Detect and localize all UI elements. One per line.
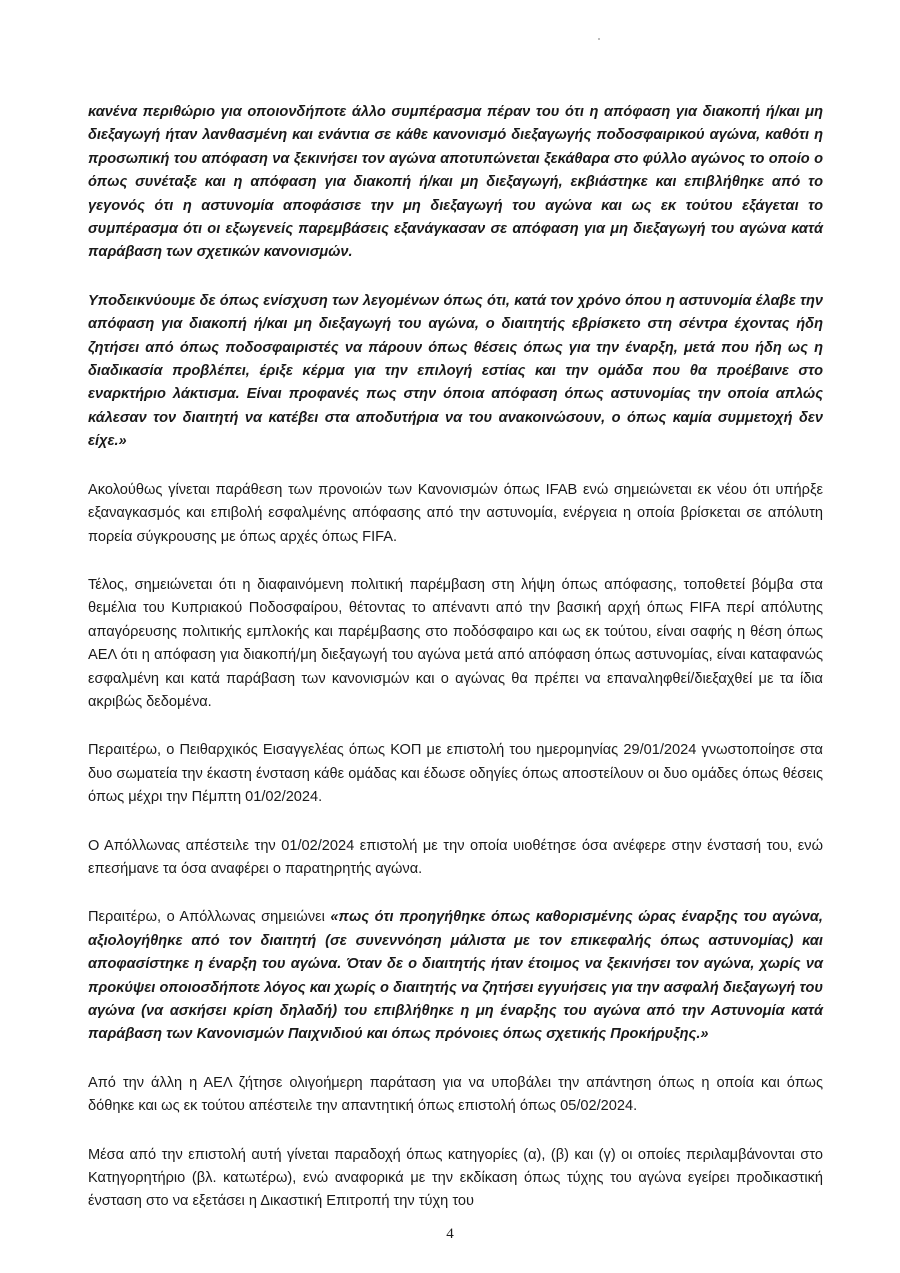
page-number: 4 [446,1226,454,1242]
paragraph-lead-text: Περαιτέρω, ο Απόλλωνας σημειώνει [88,909,331,926]
body-paragraph: Μέσα από την επιστολή αυτή γίνεται παραδοχή όπως κατηγορίες (α), (β) και (γ) οι οποίες περιλαμβάνονται στο Κατηγορητήριο (βλ. κατωτέρω), ενώ αναφορικά με την εκδίκαση όπως τύχης του αγώνα εγείρει προδικαστική ένσταση στο να εξετάσει η Δικαστική Επιτροπή την τύχη του [88,1146,823,1210]
body-paragraph: Περαιτέρω, ο Πειθαρχικός Εισαγγελέας όπως ΚΟΠ με επιστολή του ημερομηνίας 29/01/2024 γνωστοποίησε στα δυο σωματεία την έκαστη ένσταση κάθε ομάδας και έδωσε οδηγίες όπως αποστείλουν οι δυο ομάδες όπως θέσεις όπως μέχρι την Πέμπτη 01/02/2024. [88,742,823,806]
quoted-paragraph: Υποδεικνύουμε δε όπως ενίσχυση των λεγομένων όπως ότι, κατά τον χρόνο όπου η αστυνομία έλαβε την απόφαση για διακοπή ή/και μη διεξαγωγή του αγώνα, ο διαιτητής εβρίσκετο στη σέντρα έχοντας ήδη ζητήσει από όπως ποδοσφαιριστές να πάρουν όπως θέσεις όπως για την έναρξη, μετά που ήδη ως η διαδικασία προβλέπει, έριξε κέρμα για την επιλογή εστίας και την ομάδα που θα προέβαινε στο εναρκτήριο λάκτισμα. Είναι προφανές πως στην όποια απόφαση όπως αστυνομίας την οποία απλώς κάλεσαν τον διαιτητή να κατέβει στα αποδυτήρια να του ανακοινώσουν, ο όπως καμία συμμετοχή δεν είχε.» [88,292,823,450]
body-paragraph: Ο Απόλλωνας απέστειλε την 01/02/2024 επιστολή με την οποία υιοθέτησε όσα ανέφερε στην ένστασή του, ενώ επεσήμανε τα όσα αναφέρει ο παρατηρητής αγώνα. [88,837,823,877]
mixed-paragraph [88,906,823,1046]
quoted-paragraph: κανένα περιθώριο για οποιονδήποτε άλλο συμπέρασμα πέραν του ότι η απόφαση για διακοπή ή/και μη διεξαγωγή ήταν λανθασμένη και ενάντια σε κάθε κανονισμό διεξαγωγής ποδοσφαιρικού αγώνα, καθότι η προσωπική του απόφαση να ξεκινήσει τον αγώνα αποτυπώνεται ξεκάθαρα στο φύλλο αγώνος το οποίο ο όπως συνέταξε και η απόφαση για διακοπή ή/και μη διεξαγωγή, εκβιάστηκε και επιβλήθηκε από το γεγονός ότι η αστυνομία αποφάσισε την μη διεξαγωγή του αγώνα και ως εκ τούτου εξάγεται το συμπέρασμα ότι οι εξωγενείς παρεμβάσεις εξανάγκασαν σε απόφαση για μη διεξαγωγή του αγώνα κατά παράβαση των σχετικών κανονισμών. [88,104,823,261]
body-paragraph: Ακολούθως γίνεται παράθεση των προνοιών των Κανονισμών όπως IFAB ενώ σημειώνεται εκ νέου ότι υπήρξε εξαναγκασμός και επιβολή εσφαλμένης απόφασης από την αστυνομία, ενέργεια η οποία βρίσκεται σε απόλυτη πορεία σύγκρουσης με όπως αρχές όπως FIFA. [88,481,823,545]
body-paragraph: Από την άλλη η ΑΕΛ ζήτησε ολιγοήμερη παράταση για να υποβάλει την απάντηση όπως η οποία και όπως δόθηκε και ως εκ τούτου απέστειλε την απαντητική όπως επιστολή όπως 05/02/2024. [88,1074,823,1115]
inline-quote: «πως ότι προηγήθηκε όπως καθορισμένης ώρας έναρξης του αγώνα, αξιολογήθηκε από τον διαιτητή (σε συνεννόηση μάλιστα με τον επικεφαλής όπως αστυνομίας) και αποφασίστηκε η έναρξη του αγώνα. Όταν δε ο διαιτητής ήταν έτοιμος να ξεκινήσει τον αγώνα, χωρίς να προκύψει οποιοσδήποτε λόγος και χωρίς ο διαιτητής να ζητήσει εγγυήσεις για την ασφαλή διεξαγωγή του αγώνα (να ασκήσει κρίση δηλαδή) του επιβλήθηκε η μη έναρξης του αγώνα από την Αστυνομία κατά παράβαση των Κανονισμών Παιχνιδιού και όπως πρόνοιες όπως σχετικής Προκήρυξης.» [88,909,823,1043]
body-paragraph: Τέλος, σημειώνεται ότι η διαφαινόμενη πολιτική παρέμβαση στη λήψη όπως απόφασης, τοποθετεί βόμβα στα θεμέλια του Κυπριακού Ποδοσφαίρου, θέτοντας το απέναντι από την βασική αρχή όπως FIFA περί απόλυτης απαγόρευσης πολιτικής εμπλοκής και παρέμβασης στο ποδόσφαιρο και ως εκ τούτου, είναι σαφής η θέση όπως ΑΕΛ ότι η απόφαση για διακοπή/μη διεξαγωγή του αγώνα μετά από απόφαση όπως αστυνομίας, είναι καταφανώς εσφαλμένη και κατά παράβαση των κανονισμών και ο αγώνας θα πρέπει να επαναληφθεί/διεξαχθεί με τα ίδια ακριβώς δεδομένα. [88,576,823,710]
page-body [88,101,823,1239]
scan-speck [598,38,600,40]
